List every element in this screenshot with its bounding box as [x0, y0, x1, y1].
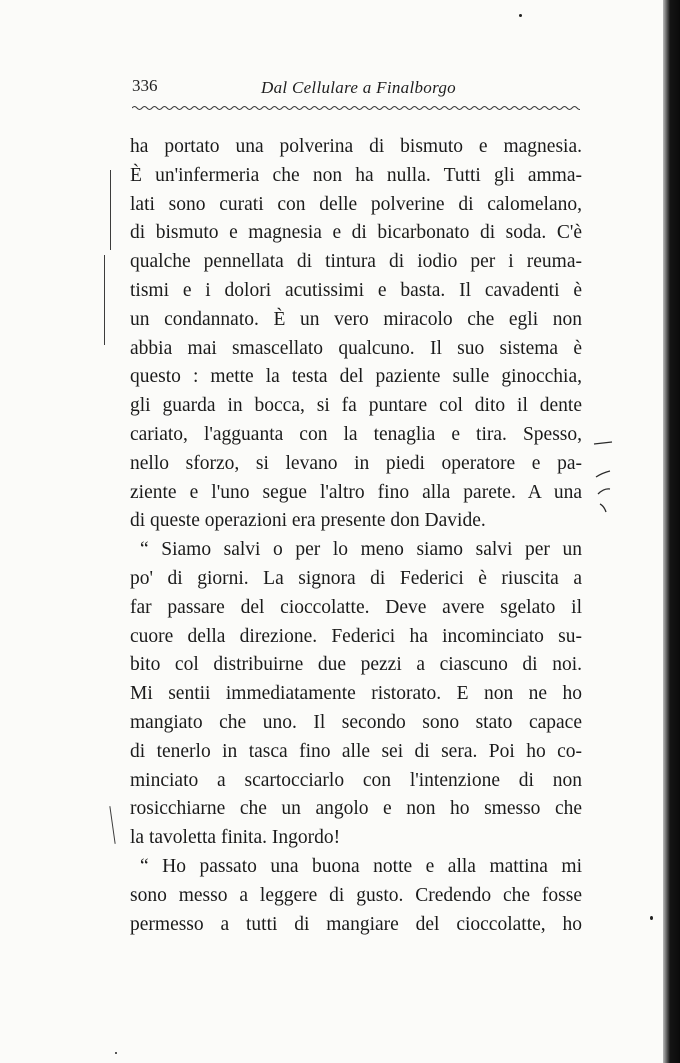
text-line: sono messo a leggere di gusto. Credendo che fosse	[130, 884, 582, 906]
text-line: questo : mette la testa del paziente sulle ginocchia,	[130, 366, 582, 388]
binding-edge	[663, 0, 680, 1063]
margin-pencil-line-lower	[104, 255, 105, 345]
paper-speck	[519, 14, 522, 17]
header-wavy-rule	[132, 104, 580, 112]
text-line: “ Ho passato una buona notte e alla mattina mi	[140, 855, 582, 877]
paper-speck	[650, 916, 653, 920]
text-line: ziente e l'uno segue l'altro fino alla parete. A una	[130, 481, 582, 503]
text-line: lati sono curati con delle polverine di calomelano,	[130, 193, 582, 215]
text-line: abbia mai smascellato qualcuno. Il suo sistema è	[130, 337, 582, 359]
running-title: Dal Cellulare a Finalborgo	[261, 78, 456, 97]
text-line: gli guarda in bocca, si fa puntare col dito il dente	[130, 395, 582, 417]
text-line: ha portato una polverina di bismuto e magnesia.	[130, 136, 582, 157]
margin-pencil-ticks	[592, 432, 632, 522]
text-line: un condannato. È un vero miracolo che egli non	[130, 308, 582, 330]
text-line: mangiato che uno. Il secondo sono stato capace	[130, 711, 582, 733]
text-line: tismi e i dolori acutissimi e basta. Il cavadenti è	[130, 279, 582, 301]
text-line: cuore della direzione. Federici ha incominciato su-	[130, 625, 582, 647]
margin-pencil-bracket	[109, 806, 116, 844]
text-line: di tenerlo in tasca fino alle sei di sera. Poi ho co-	[130, 740, 582, 762]
text-line: la tavoletta finita. Ingordo!	[130, 827, 341, 849]
margin-pencil-line-upper	[110, 170, 111, 250]
page-header	[132, 74, 580, 104]
text-line: qualche pennellata di tintura di iodio per i reuma-	[130, 251, 582, 273]
text-line: nello sforzo, si levano in piedi operatore e pa-	[130, 452, 582, 474]
text-line: po' di giorni. La signora di Federici è riuscita a	[130, 567, 582, 589]
text-line: Mi sentii immediatamente ristorato. E non ne ho	[130, 683, 582, 705]
paper-speck	[115, 1052, 117, 1054]
text-line: far passare del cioccolatte. Deve avere sgelato il	[130, 596, 582, 618]
text-line: cariato, l'agguanta con la tenaglia e tira. Spesso,	[130, 423, 582, 445]
text-line: rosicchiarne che un angolo e non ho smesso che	[130, 798, 582, 820]
text-line: di queste operazioni era presente don Davide.	[130, 510, 486, 532]
page-number: 336	[132, 76, 158, 95]
text-line: È un'infermeria che non ha nulla. Tutti gli amma-	[130, 164, 582, 186]
text-line: bito col distribuirne due pezzi a ciascuno di noi.	[130, 654, 582, 676]
text-line: minciato a scartocciarlo con l'intenzione di non	[130, 769, 582, 791]
text-line: “ Siamo salvi o per lo meno siamo salvi per un	[140, 539, 582, 561]
text-line: di bismuto e magnesia e di bicarbonato di soda. C'è	[130, 222, 582, 244]
body-text	[130, 133, 582, 939]
text-line: permesso a tutti di mangiare del cioccolatte, ho	[130, 913, 582, 935]
